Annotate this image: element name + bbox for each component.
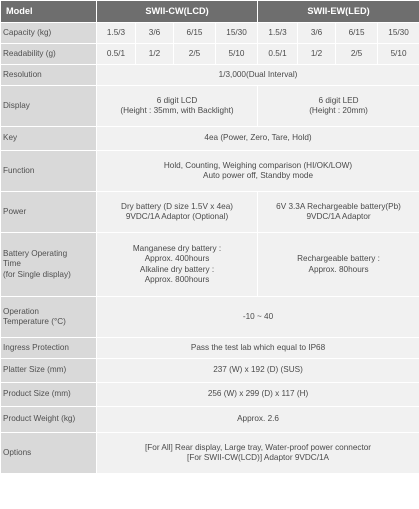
row-label: Display — [1, 86, 97, 127]
row-label: Function — [1, 151, 97, 192]
row-label: Capacity (kg) — [1, 23, 97, 44]
row-label: Product Size (mm) — [1, 383, 97, 407]
temperature-value: -10 ~ 40 — [97, 297, 419, 338]
row-label: Readability (g) — [1, 44, 97, 65]
ingress-value: Pass the test lab which equal to IP68 — [97, 338, 419, 359]
key-row — [1, 127, 419, 151]
display-row — [1, 86, 419, 127]
row-label: Power — [1, 192, 97, 233]
header-cw-model: SWII-CW(LCD) — [97, 1, 258, 23]
readability-cell: 2/5 — [336, 44, 378, 65]
function-value: Hold, Counting, Weighing comparison (HI/OK/LOW) Auto power off, Standby mode — [97, 151, 419, 192]
resolution-value: 1/3,000(Dual Interval) — [97, 65, 419, 86]
readability-cell: 5/10 — [378, 44, 419, 65]
readability-cell: 2/5 — [174, 44, 216, 65]
row-label: Battery Operating Time (for Single display) — [1, 233, 97, 297]
battery-ew-value: Rechargeable battery : Approx. 80hours — [258, 233, 419, 297]
row-label: Resolution — [1, 65, 97, 86]
display-cw-value: 6 digit LCD (Height : 35mm, with Backlight) — [97, 86, 258, 127]
readability-cell: 1/2 — [298, 44, 336, 65]
readability-cell: 0.5/1 — [258, 44, 298, 65]
capacity-cell: 15/30 — [378, 23, 419, 44]
row-label: Platter Size (mm) — [1, 359, 97, 383]
header-ew-model: SWII-EW(LED) — [258, 1, 419, 23]
capacity-cell: 3/6 — [136, 23, 174, 44]
weight-row — [1, 407, 419, 433]
key-value: 4ea (Power, Zero, Tare, Hold) — [97, 127, 419, 151]
row-label: Operation Temperature (°C) — [1, 297, 97, 338]
capacity-cell: 15/30 — [216, 23, 258, 44]
readability-cell: 5/10 — [216, 44, 258, 65]
capacity-cell: 1.5/3 — [97, 23, 136, 44]
capacity-cell: 3/6 — [298, 23, 336, 44]
options-row — [1, 433, 419, 474]
power-row — [1, 192, 419, 233]
capacity-cell: 6/15 — [174, 23, 216, 44]
row-label: Key — [1, 127, 97, 151]
power-ew-value: 6V 3.3A Rechargeable battery(Pb) 9VDC/1A Adaptor — [258, 192, 419, 233]
resolution-row — [1, 65, 419, 86]
display-ew-value: 6 digit LED (Height : 20mm) — [258, 86, 419, 127]
ingress-row — [1, 338, 419, 359]
battery-cw-value: Manganese dry battery : Approx. 400hours Alkaline dry battery : Approx. 800hours — [97, 233, 258, 297]
row-label: Ingress Protection — [1, 338, 97, 359]
readability-cell: 1/2 — [136, 44, 174, 65]
capacity-cell: 1.5/3 — [258, 23, 298, 44]
row-label: Product Weight (kg) — [1, 407, 97, 433]
readability-cell: 0.5/1 — [97, 44, 136, 65]
function-row — [1, 151, 419, 192]
row-label: Options — [1, 433, 97, 474]
capacity-row — [1, 23, 419, 44]
readability-row — [1, 44, 419, 65]
power-cw-value: Dry battery (D size 1.5V x 4ea) 9VDC/1A Adaptor (Optional) — [97, 192, 258, 233]
weight-value: Approx. 2.6 — [97, 407, 419, 433]
battery-row — [1, 233, 419, 297]
options-value: [For All] Rear display, Large tray, Water-proof power connector [For SWII-CW(LCD)] Adaptor 9VDC/1A — [97, 433, 419, 474]
header-row — [1, 1, 419, 23]
capacity-cell: 6/15 — [336, 23, 378, 44]
temperature-row — [1, 297, 419, 338]
platter-value: 237 (W) x 192 (D) (SUS) — [97, 359, 419, 383]
platter-row — [1, 359, 419, 383]
header-model: Model — [1, 1, 97, 23]
product-size-value: 256 (W) x 299 (D) x 117 (H) — [97, 383, 419, 407]
product-size-row — [1, 383, 419, 407]
